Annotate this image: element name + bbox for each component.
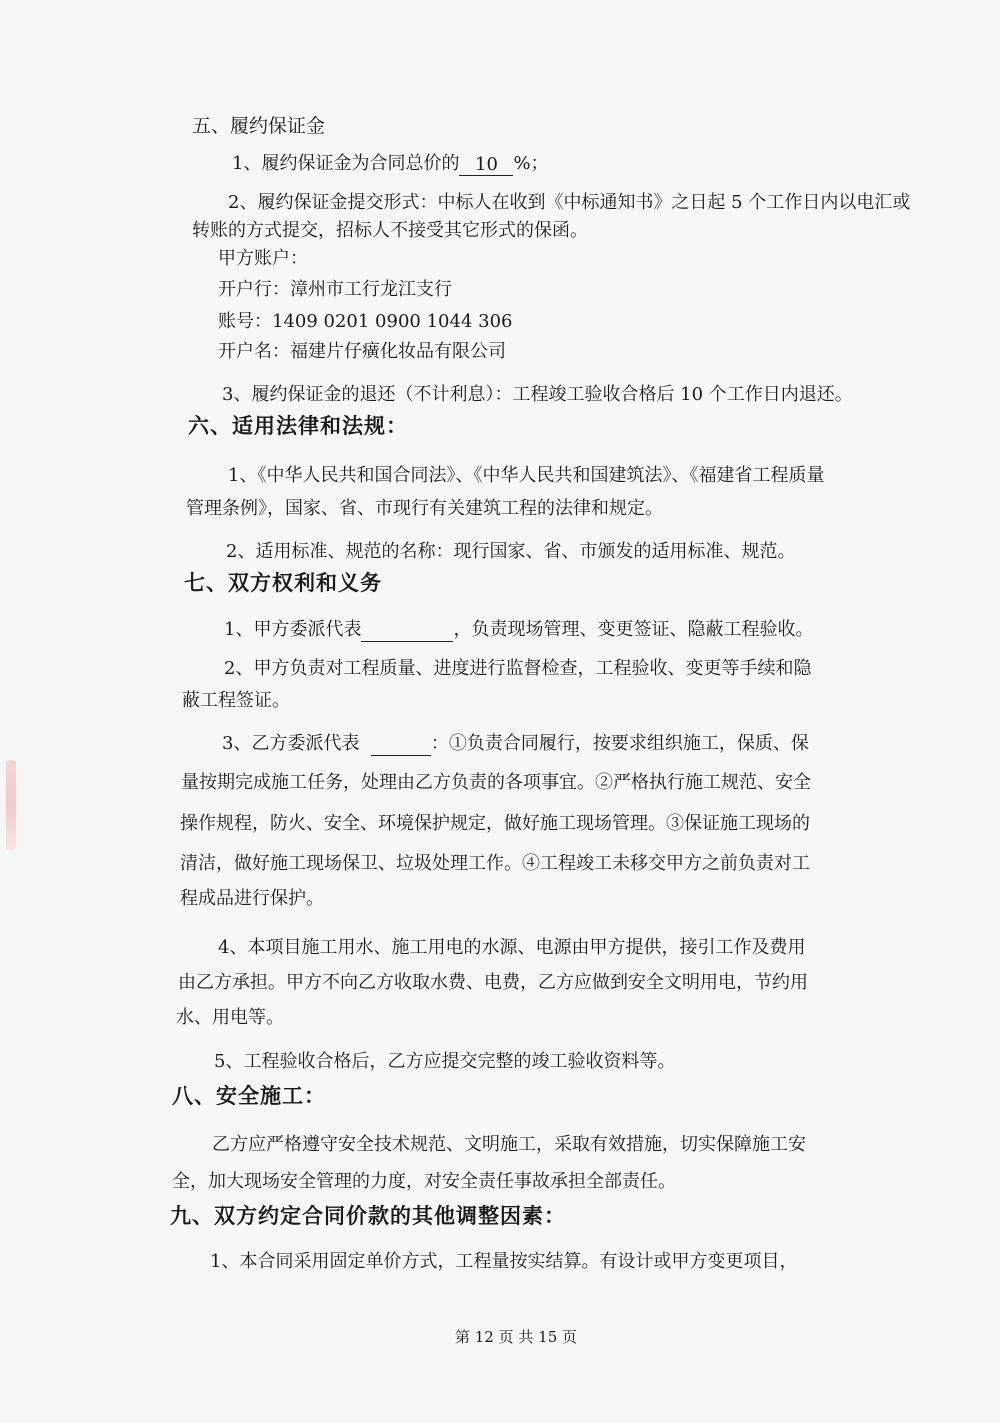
account-number: 账号：1409 0201 0900 1044 306 [218,311,513,332]
section7-item3-line1 [222,732,809,756]
section5-item2-line2: 转账的方式提交，招标人不接受其它形式的保函。 [192,220,588,241]
section7-item3-line2: 量按期完成施工任务，处理由乙方负责的各项事宜。②严格执行施工规范、安全 [181,772,811,793]
section7-title: 七、双方权利和义务 [184,570,382,595]
section7-item2-line1: 2、甲方负责对工程质量、进度进行监督检查，工程验收、变更等手续和隐 [224,658,812,679]
section7-item3-line5: 程成品进行保护。 [180,888,324,909]
section9-title: 九、双方约定合同价款的其他调整因素： [170,1203,566,1228]
section8-line1: 乙方应严格遵守安全技术规范、文明施工，采取有效措施，切实保障施工安 [212,1134,806,1155]
section7-item5: 5、工程验收合格后，乙方应提交完整的竣工验收资料等。 [214,1051,676,1072]
section8-title: 八、安全施工： [172,1083,326,1108]
section7-item3-suffix: ：①负责合同履行，按要求组织施工，保质、保 [430,733,809,754]
section6-item1-line1: 1、《中华人民共和国合同法》、《中华人民共和国建筑法》、《福建省工程质量 [228,465,825,486]
section5-title: 五、履约保证金 [192,115,326,137]
section6-item1-line2: 管理条例》，国家、省、市现行有关建筑工程的法律和规定。 [186,498,663,519]
party-b-representative-blank [371,733,431,756]
section7-item2-line2: 蔽工程签证。 [182,690,290,711]
section8-line2: 全，加大现场安全管理的力度，对安全责任事故承担全部责任。 [172,1171,676,1192]
section7-item4-line2: 由乙方承担。甲方不向乙方收取水费、电费，乙方应做到安全文明用电，节约用 [178,972,808,993]
seal-stamp-edge [6,760,16,850]
section5-item1 [232,152,549,176]
bank-name: 开户行：漳州市工行龙江支行 [218,279,452,300]
section7-item4-line3: 水、用电等。 [176,1007,284,1028]
section7-item3-line3: 操作规程，防火、安全、环境保护规定，做好施工现场管理。③保证施工现场的 [180,813,810,834]
party-a-representative-blank [361,619,453,642]
section5-item1-suffix: %； [513,153,549,174]
account-label: 甲方账户： [218,248,308,269]
account-holder: 开户名：福建片仔癀化妆品有限公司 [218,341,506,362]
section7-item1 [224,618,813,642]
section5-item2-line1: 2、履约保证金提交形式：中标人在收到《中标通知书》之日起 5 个工作日内以电汇或 [228,192,911,213]
deposit-percent-value: 10 [459,153,513,176]
section5-item1-prefix: 1、履约保证金为合同总价的 [232,153,460,174]
page-number: 第 12 页 共 15 页 [455,1328,578,1346]
section6-title: 六、适用法律和法规： [188,413,408,438]
section7-item4-line1: 4、本项目施工用水、施工用电的水源、电源由甲方提供，接引工作及费用 [218,937,806,958]
section7-item3-line4: 清洁，做好施工现场保卫、垃圾处理工作。④工程竣工未移交甲方之前负责对工 [180,853,810,874]
section7-item3-prefix: 3、乙方委派代表 [222,733,360,754]
section6-item2: 2、适用标准、规范的名称：现行国家、省、市颁发的适用标准、规范。 [226,541,796,562]
section5-item3: 3、履约保证金的退还（不计利息）：工程竣工验收合格后 10 个工作日内退还。 [222,384,853,405]
section7-item1-prefix: 1、甲方委派代表 [224,619,362,640]
section9-item1: 1、本合同采用固定单价方式，工程量按实结算。有设计或甲方变更项目， [210,1251,798,1272]
section7-item1-suffix: ，负责现场管理、变更签证、隐蔽工程验收。 [453,619,814,640]
